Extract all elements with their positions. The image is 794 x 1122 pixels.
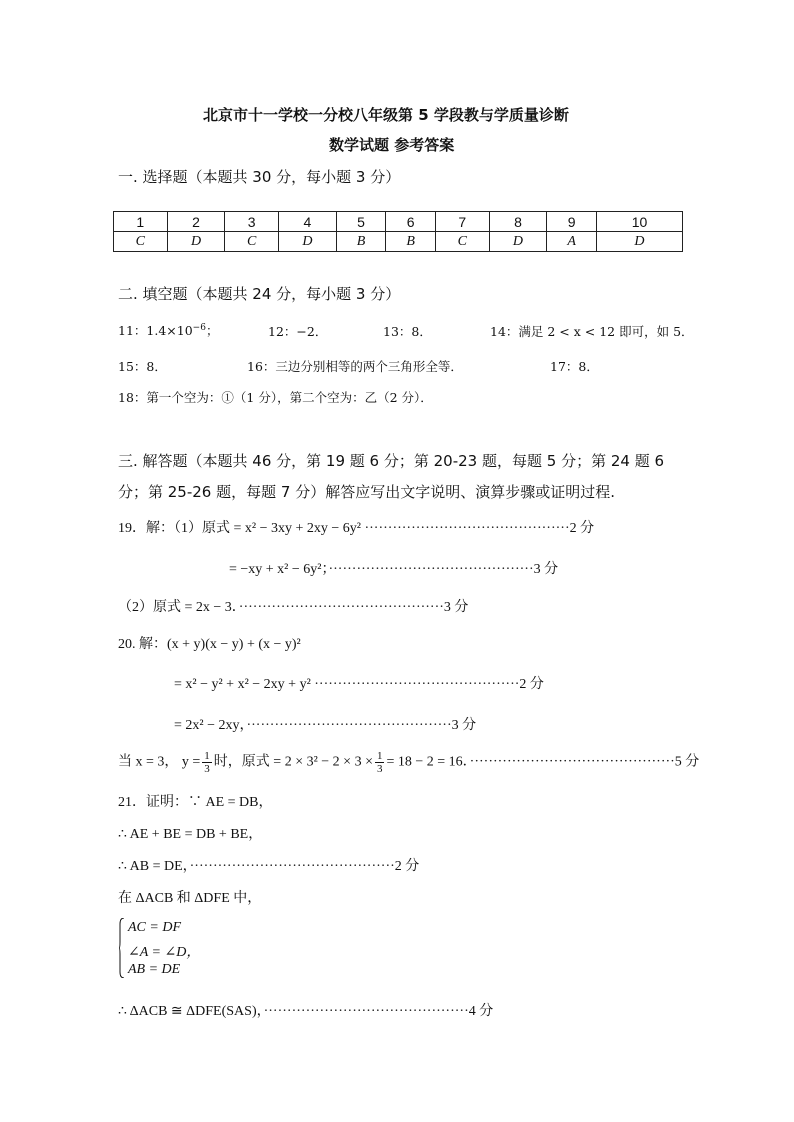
question-number-cell: 8 [489, 212, 547, 232]
answer-q18: 18：第一个空为：①（1 分），第二个空为：乙（2 分）． [118, 390, 433, 405]
fraction-numerator: 1 [376, 750, 383, 762]
answer-q11-tail: ； [205, 323, 219, 338]
fraction-denominator: 3 [376, 763, 383, 775]
answer-q12: 12：−2． [268, 324, 328, 339]
question-number-cell: 2 [167, 212, 225, 232]
answer-table-answer-row [114, 232, 683, 252]
answer-q13: 13：8． [383, 324, 432, 339]
one-third-fraction [202, 750, 212, 775]
answer-table-number-row [114, 212, 683, 232]
answer-cell: D [489, 232, 547, 252]
question-number-cell: 10 [596, 212, 682, 232]
answer-cell: C [435, 232, 489, 252]
question-number-cell: 6 [386, 212, 436, 232]
one-third-fraction [375, 750, 385, 775]
answer-table [113, 211, 683, 252]
q19-line-3: （2）原式 = 2x − 3．············································3 分 [118, 600, 469, 615]
answer-q16: 16：三边分别相等的两个三角形全等． [247, 359, 463, 374]
q21-line-4: 在 ΔACB 和 ΔDFE 中， [118, 891, 262, 906]
q20-line-1: 20. 解：(x + y)(x − y) + (x − y)² [118, 637, 301, 652]
q21-line-2: ∴ AE + BE = DB + BE， [118, 827, 263, 842]
q19-line-2: = −xy + x² − 6y²；············································3 分 [229, 562, 559, 577]
page-title: 北京市十一学校一分校八年级第 5 学段教与学质量诊断 [203, 106, 569, 124]
section-3-heading-line2: 分；第 25-26 题，每题 7 分）解答应写出文字说明、演算步骤或证明过程. [118, 483, 615, 501]
answer-q14: 14：满足 2 < x < 12 即可，如 5． [490, 324, 694, 339]
q21-line-3: ∴ AB = DE，············································2 分 [118, 859, 420, 874]
question-number-cell: 1 [114, 212, 168, 232]
question-number-cell: 4 [279, 212, 337, 232]
left-brace-icon [119, 918, 124, 978]
q21-line-5: ∴ ΔACB ≅ ΔDFE(SAS)，············································4 分 [118, 1004, 494, 1019]
q19-line-1: 19．解：（1）原式 = x² − 3xy + 2xy − 6y² ············································2 分 [118, 521, 595, 536]
answer-q11-base: 11：1.4×10 [118, 323, 193, 338]
fraction-denominator: 3 [204, 763, 210, 775]
question-number-cell: 5 [336, 212, 386, 232]
answer-cell: C [114, 232, 168, 252]
q20-line-3: = 2x² − 2xy，············································3 分 [174, 718, 477, 733]
answer-cell: D [167, 232, 225, 252]
q21-line-1: 21．证明：∵ AE = DB， [118, 795, 273, 810]
question-number-cell: 9 [547, 212, 597, 232]
answer-cell: C [225, 232, 279, 252]
section-2-heading: 二. 填空题（本题共 24 分，每小题 3 分） [118, 285, 401, 303]
answer-cell: B [386, 232, 436, 252]
section-3-heading-line1: 三. 解答题（本题共 46 分，第 19 题 6 分；第 20-23 题，每题 5 分；第 24 题 6 [118, 452, 665, 470]
q21-system-line-1: AC = DF [128, 920, 181, 935]
q20-condition: 当 x = 3， y = [118, 754, 201, 770]
question-number-cell: 7 [435, 212, 489, 232]
page-subtitle: 数学试题 参考答案 [329, 136, 455, 154]
section-1-heading: 一. 选择题（本题共 30 分，每小题 3 分） [118, 168, 401, 186]
q20-line-2: = x² − y² + x² − 2xy + y² ············································2 分 [174, 677, 544, 692]
question-number-cell: 3 [225, 212, 279, 232]
answer-cell: D [596, 232, 682, 252]
answer-q11-exponent: −6 [192, 322, 206, 333]
answer-cell: B [336, 232, 386, 252]
answer-q17: 17：8． [550, 359, 599, 374]
q20-result: = 18 − 2 = 16．············································5 分 [386, 754, 700, 770]
q21-system-line-3: AB = DE [128, 962, 181, 977]
answer-q11 [118, 321, 218, 339]
q20-substitution: 时，原式 = 2 × 3² − 2 × 3 × [213, 754, 373, 770]
q20-line-4 [118, 750, 699, 775]
q21-system-line-2: ∠A = ∠D， [128, 945, 201, 960]
answer-cell: D [279, 232, 337, 252]
answer-q15: 15：8． [118, 359, 167, 374]
fraction-numerator: 1 [204, 750, 210, 762]
answer-cell: A [547, 232, 597, 252]
